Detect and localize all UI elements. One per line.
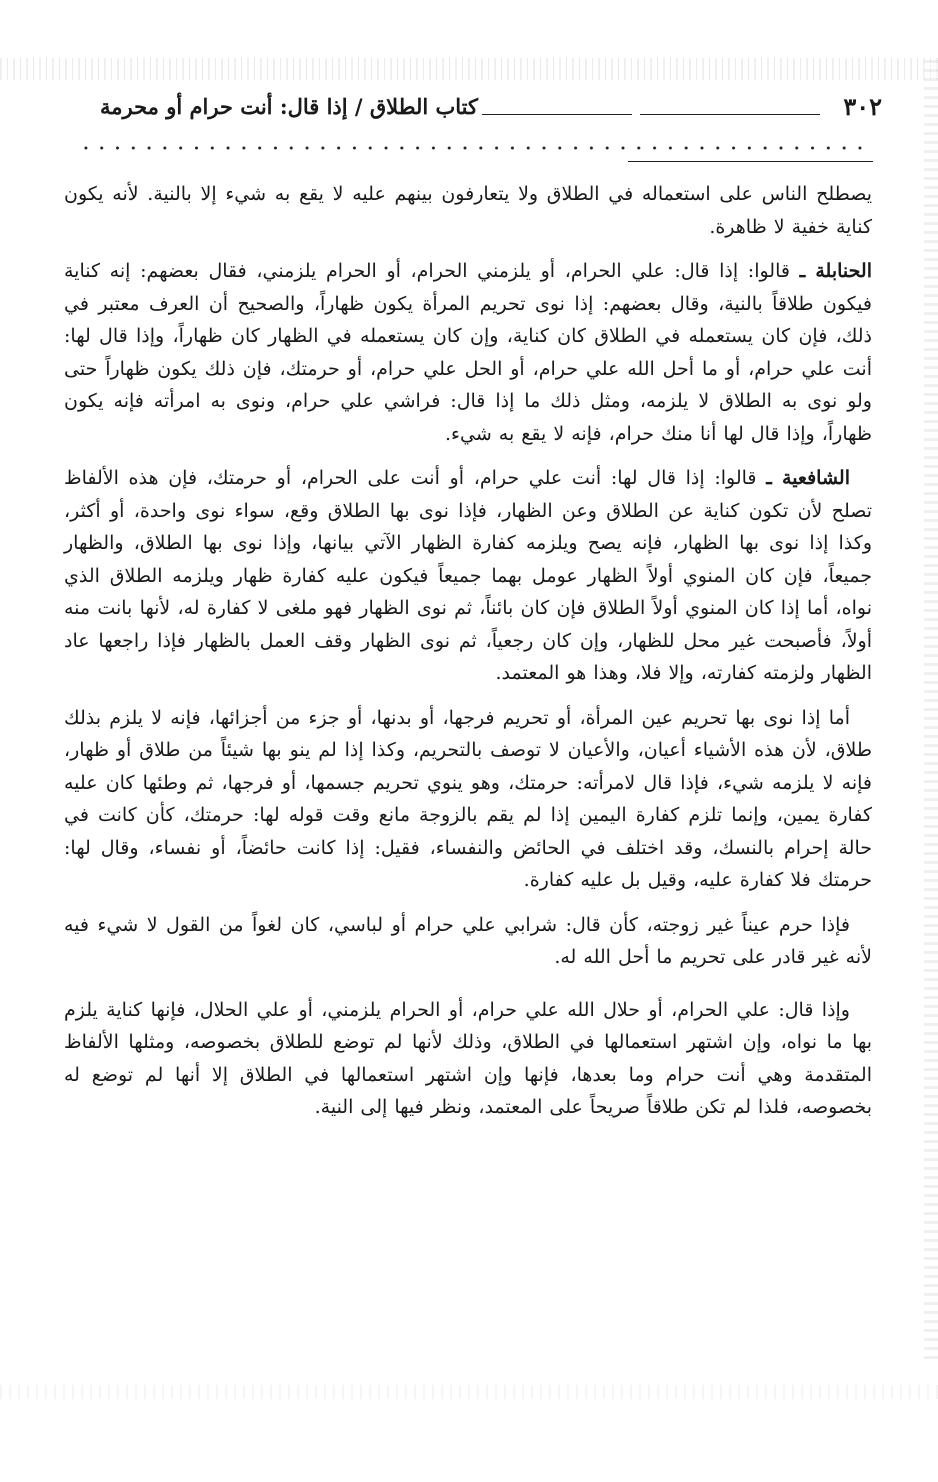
paragraph-lead: الحنابلة ـ xyxy=(799,260,872,282)
scan-noise-right xyxy=(924,60,938,1360)
footnote-rule xyxy=(628,161,873,162)
scan-noise-bottom xyxy=(0,1385,938,1399)
page-number: ٣٠٢ xyxy=(843,92,882,121)
paragraph-text: يصطلح الناس على استعماله في الطلاق ولا يتعارفون بينهم عليه لا يقع به شيء إلا بالنية. لأنه يكون كناية خفية لا ظاهرة. xyxy=(64,183,872,238)
paragraph-text: أما إذا نوى بها تحريم عين المرأة، أو تحريم فرجها، أو بدنها، أو جزء من أجزائها، فإنه لا يلزم بذلك طلاق، لأن هذه الأشياء أعيان، والأعيان لا توصف بالتحريم، وكذا إذا لم ينو بها شيئاً من طلاق أو ظهار، فإنه لا يلزمه شيء، فإذا قال لامرأته: حرمتك، وهو ينوي تحريم جسمها، أو فرجها، ثم وطئها كان عليه كفارة يمين، وإنما تلزم كفارة اليمين إذا لم يقم بالزوجة مانع وقت قوله لها: حرمتك، كأن كانت في حالة إحرام بالنسك، وقد اختلف في الحائض والنفساء، فقيل: إذا كانت حائضاً، أو نفساء، وقال لها: حرمتك فلا كفارة عليه، وقيل بل عليه كفارة. xyxy=(64,706,872,891)
paragraph-text: قالوا: إذا قال لها: أنت علي حرام، أو أنت على الحرام، أو حرمتك، فإن هذه الألفاظ تصلح لأن تكون كناية عن الطلاق وعن الظهار، فإذا نوى بها الطلاق وقع، سواء نوى واحدة، أو أكثر، وكذا إذا نوى بها الظهار، فإنه يصح ويلزمه كفارة الظهار الآتي بيانها، وإذا نوى بها الطلاق، والظهار جميعاً، فإن كان المنوي أولاً الظهار عومل بهما جميعاً فيكون عليه كفارة ظهار ويلزمه الطلاق الذي نواه، أما إذا كان المنوي أولاً الطلاق فإن كان بائناً، ثم نوى الظهار فهو ملغى لا كفارة له، لأنها بانت منه أولاً، فأصبحت غير محل للظهار، وإن كان رجعياً، ثم نوى الظهار وقف العمل بالظهار فإذا راجعها عاد الظهار ولزمته كفارته، وإلا فلا، وهذا هو المعتمد. xyxy=(64,467,872,684)
paragraph-ghayr-zawja xyxy=(64,909,872,974)
paragraph-text: وإذا قال: علي الحرام، أو حلال الله علي حرام، أو الحرام يلزمني، أو علي الحلال، فإنها كناية يلزم بها ما نواه، وإن اشتهر استعمالها في الطلاق، وذلك لأنها لم توضع للطلاق بخصوصه، ومثلها الألفاظ المتقدمة وهي أنت حرام وما بعدها، فإنها وإن اشتهر استعمالها في الطلاق إلا أنها لم توضع له بخصوصه، فلذا لم تكن طلاقاً صريحاً على المعتمد، ونظر فيها إلى النية. xyxy=(64,998,872,1118)
paragraph-text: قالوا: إذا قال: علي الحرام، أو يلزمني الحرام، أو الحرام يلزمني، فقال بعضهم: إنه كناية فيكون طلاقاً بالنية، وقال بعضهم: إذا نوى تحريم المرأة يكون ظهاراً، والصحيح أن العرف معتبر في ذلك، فإن كان يستعمله في الطلاق كان كناية، وإن كان يستعمله في الظهار كان ظهاراً، وإذا قال لها: أنت علي حرام، أو ما أحل الله علي حرام، أو الحل علي حرام، أو حرمتك، فإن ذلك يكون ظهاراً حتى ولو نوى به الطلاق لا يلزمه، ومثل ذلك ما إذا قال: فراشي علي حرام، ونوى به امرأته فإنه يكون ظهاراً، وإذا قال لها أنا منك حرام، فإنه لا يقع به شيء. xyxy=(64,260,872,445)
running-header xyxy=(42,92,882,126)
header-rule-left xyxy=(482,114,632,115)
paragraph-continuation xyxy=(64,178,872,243)
paragraph-shafiiya xyxy=(64,462,872,690)
dotted-separator xyxy=(78,143,868,153)
chapter-title: كتاب الطلاق / إذا قال: أنت حرام أو محرمة xyxy=(100,94,478,119)
paragraph-text: فإذا حرم عيناً غير زوجته، كأن قال: شرابي علي حرام أو لباسي، كان لغواً من القول لا شيء فيه لأنه غير قادر على تحريم ما أحل الله له. xyxy=(64,913,872,968)
paragraph-lead: الشافعية ـ xyxy=(766,467,850,489)
paragraph-hanabila xyxy=(64,255,872,450)
header-rule-right xyxy=(640,114,820,115)
paragraph-ali-haram xyxy=(64,994,872,1124)
body-text xyxy=(64,178,872,1144)
scan-noise-top xyxy=(0,58,938,80)
paragraph-tahrim-ain xyxy=(64,702,872,897)
